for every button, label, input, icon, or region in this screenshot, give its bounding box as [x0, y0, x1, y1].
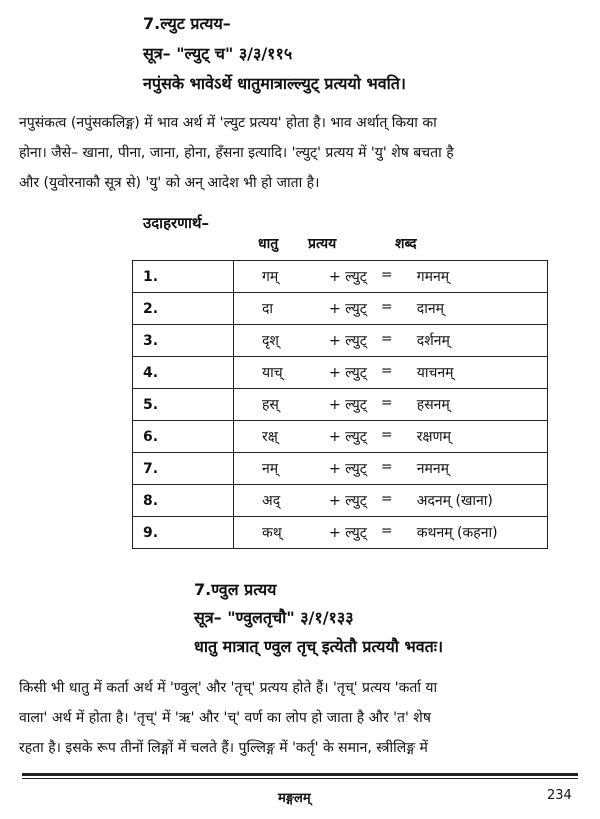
row-pratyay: + ल्युट् — [329, 333, 367, 349]
row-equals: = — [380, 331, 393, 347]
section2-heading: 7.ण्वुल प्रत्यय — [194, 580, 277, 599]
section2-sutra-text: धातु मात्रात् ण्वुल तृच् इत्येतौ प्रत्ययौ भवतः। — [194, 637, 444, 656]
row-dhatu: नम् — [262, 461, 279, 477]
row-number: 2. — [133, 293, 234, 325]
row-pratyay: + ल्युट् — [329, 365, 367, 381]
row-equals: = — [380, 459, 393, 475]
row-pratyay: + ल्युट् — [329, 301, 367, 317]
row-pratyay: + ल्युट् — [329, 429, 367, 445]
table-row — [133, 325, 548, 357]
row-shabda: नमनम् — [416, 461, 450, 477]
row-shabda: दर्शनम् — [416, 333, 450, 349]
table-row — [133, 357, 548, 389]
table-row — [133, 261, 548, 293]
row-shabda: याचनम् — [416, 365, 454, 381]
row-equals: = — [380, 395, 393, 411]
footer-rule-thin — [22, 778, 578, 779]
example-label: उदाहरणार्थ– — [143, 214, 209, 232]
row-number: 8. — [133, 485, 234, 517]
header-pratyay: प्रत्यय — [308, 236, 337, 252]
row-expression — [234, 357, 548, 389]
row-expression — [234, 261, 548, 293]
row-pratyay: + ल्युट् — [329, 461, 367, 477]
table-row — [133, 517, 548, 549]
row-shabda: गमनम् — [416, 269, 450, 285]
paragraph-line: वाला' अर्थ में होता है। 'तृच्' में 'ऋ' और 'च्' वर्ण का लोप हो जाता है और 'त' शेष — [19, 710, 431, 726]
row-equals: = — [380, 363, 393, 379]
row-pratyay: + ल्युट् — [329, 525, 367, 541]
row-pratyay: + ल्युट् — [329, 269, 367, 285]
row-pratyay: + ल्युट् — [329, 397, 367, 413]
paragraph-line: और (युवोरनाकौ सूत्र से) 'यु' को अन् आदेश भी हो जाता है। — [19, 175, 320, 191]
section1-sutra-text: नपुंसके भावेऽर्थे धातुमात्राल्ल्युट् प्रत्ययो भवति। — [143, 74, 406, 93]
section2-paragraph — [19, 673, 584, 763]
row-expression — [234, 389, 548, 421]
row-dhatu: याच् — [262, 365, 283, 381]
table-row — [133, 293, 548, 325]
section1-paragraph — [19, 108, 584, 198]
row-number: 5. — [133, 389, 234, 421]
examples-table — [132, 260, 548, 549]
row-number: 6. — [133, 421, 234, 453]
row-dhatu: हस् — [262, 397, 279, 413]
row-expression — [234, 421, 548, 453]
table-row — [133, 453, 548, 485]
row-equals: = — [380, 523, 393, 539]
paragraph-line: रहता है। इसके रूप तीनों लिङ्गों में चलते हैं। पुल्लिङ्ग में 'कर्तृ' के समान, स्त्रीलिङ्ग में — [19, 740, 428, 756]
paragraph-line: किसी भी धातु में कर्ता अर्थ में 'ण्वुल्' और 'तृच्' प्रत्यय होते हैं। 'तृच्' प्रत्यय 'कर्ता या — [19, 680, 438, 696]
row-dhatu: दा — [262, 301, 274, 317]
row-shabda: हसनम् — [416, 397, 450, 413]
row-dhatu: रक्ष् — [262, 429, 278, 445]
section2-sutra: सूत्र– "ण्वुलतृचौ" ३/१/१३३ — [194, 608, 354, 627]
paragraph-line: होना। जैसे– खाना, पीना, जाना, होना, हँसना इत्यादि। 'ल्युट्' प्रत्यय में 'यु' शेष बचता है — [19, 145, 454, 161]
section1-sutra: सूत्र– "ल्युट् च" ३/३/११५ — [143, 44, 293, 63]
row-number: 9. — [133, 517, 234, 549]
row-dhatu: दृश् — [262, 333, 279, 349]
row-expression — [234, 453, 548, 485]
row-number: 7. — [133, 453, 234, 485]
row-shabda: रक्षणम् — [416, 429, 452, 445]
row-shabda: अदनम् (खाना) — [416, 493, 493, 509]
row-number: 1. — [133, 261, 234, 293]
row-number: 4. — [133, 357, 234, 389]
page-number: 234 — [547, 788, 572, 803]
row-equals: = — [380, 491, 393, 507]
header-dhatu: धातु — [258, 236, 279, 252]
row-pratyay: + ल्युट् — [329, 493, 367, 509]
paragraph-line: नपुसंकत्व (नपुंसकलिङ्ग) में भाव अर्थ में 'ल्युट प्रत्यय' होता है। भाव अर्थात् किया का — [19, 115, 437, 131]
row-number: 3. — [133, 325, 234, 357]
row-dhatu: अद् — [262, 493, 281, 509]
row-expression — [234, 325, 548, 357]
table-row — [133, 421, 548, 453]
row-dhatu: कथ् — [262, 525, 282, 541]
table-row — [133, 485, 548, 517]
table-row — [133, 389, 548, 421]
row-expression — [234, 517, 548, 549]
footer-title: मङ्गलम् — [278, 791, 311, 806]
row-shabda: कथनम् (कहना) — [416, 525, 498, 541]
row-expression — [234, 293, 548, 325]
row-shabda: दानम् — [416, 301, 444, 317]
header-shabda: शब्द — [395, 236, 417, 252]
row-equals: = — [380, 267, 393, 283]
row-expression — [234, 485, 548, 517]
footer-rule — [22, 773, 578, 776]
row-equals: = — [380, 299, 393, 315]
row-dhatu: गम् — [262, 269, 279, 285]
row-equals: = — [380, 427, 393, 443]
section1-heading: 7.ल्युट प्रत्यय– — [143, 14, 231, 33]
